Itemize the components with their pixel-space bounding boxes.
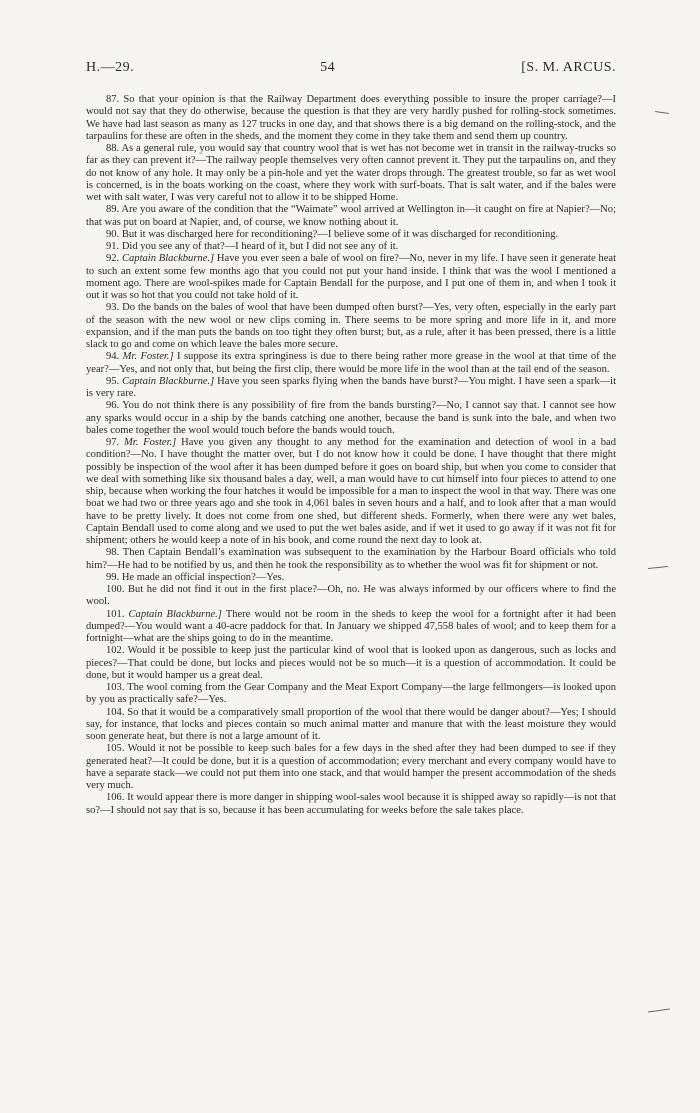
paragraph-106 [86,792,616,817]
paragraph-92 [86,253,616,302]
paragraph-91 [86,241,616,253]
paragraph-text: 90. But it was discharged here for reconditioning?—I believe some of it was discharged for reconditioning. [106,228,559,240]
paragraph-text: Have you given any thought to any method for the examination and detection of wool in a bad condition?—No. I have thought the matter over, but I do not know how it could be done. I have thought that there might possibly be inspection of the wool after it has been dumped before it goes on board ship, but when you come to consider that we deal with something like six thousand bales a day, well, a man would have to cut himself into four pieces to attend to one ship, because when working the four hatches it would be impossible for a man to inspect the wool in that way. There was one boat we had two or three years ago and she took in 4,061 bales in seven hours and a half, and to look after that a man would have to be pretty lively. It does not come from one shed, but different sheds. Formerly, when there were any wet bales, Captain Bendall used to come along and we used to put the wet bales aside, and if wet it used to go away if it was not fit for shipment; others he would keep a note of in his book, and come round the next day to look at. [86,437,617,546]
paragraph-number: 101. [106,608,125,620]
evidence-text [86,94,616,817]
paragraph-100 [86,584,616,609]
paragraph-text: 91. Did you see any of that?—I heard of it, but I did not see any of it. [106,241,399,252]
paragraph-105 [86,743,616,792]
page-number: 54 [320,60,336,75]
paragraph-87 [86,94,616,143]
paragraph-99 [86,572,616,584]
paragraph-text: 98. Then Captain Bendall’s examination was subsequent to the examination by the Harbour Board officials who told him?—He had to be notified by us, and then he took the responsibility as to whether the wool was fit for shipment or not. [86,547,616,571]
speaker-name: Mr. Foster.] [122,351,174,363]
speaker-name: Captain Blackburne.] [128,608,222,620]
margin-mark [648,566,668,569]
paragraph-text: 89. Are you aware of the condition that the “Waimate” wool arrived at Wellington in—it caught on fire at Napier?—No; that was put on board at Napier, and, of course, we know nothing about it. [86,204,616,228]
paragraph-number: 94. [106,351,120,363]
paragraph-103 [86,682,616,707]
paragraph-text: 106. It would appear there is more danger in shipping wool-sales wool because it is shipped away so rapidly—is not that so?—I should not say that is so, because it has been accumulating for weeks before the sale takes place. [86,792,616,816]
paragraph-text: 105. Would it not be possible to keep such bales for a few days in the shed after they had been dumped to see if they generated heat?—It could be done, but it is a question of accommodation; every merchant and every company would have to have a separate stack—we could not put them into one stack, and that would hamper the present accommodation of the sheds very much. [86,743,616,791]
paragraph-90 [86,229,616,241]
paragraph-text: Have you seen sparks flying when the bands have burst?—You might. I have seen a spark—it is very rare. [86,375,617,399]
paragraph-text: 103. The wool coming from the Gear Company and the Meat Export Company—the large fellmongers—is looked upon by you as practically safe?—Yes. [86,682,616,706]
paragraph-text: 88. As a general rule, you would say that country wool that is wet has not become wet in transit in the railway-trucks so far as they can prevent it?—The railway people themselves very often cannot prevent it. They put the tarpaulins on, and they do not know of any hole. It may only be a pin-hole and yet the water drops through. The greatest trouble, so far as wet wool is concerned, is in the boats working on the coast, where they work with surf-boats. That is salt water, and if the bales were wet with salt water, I was very careful not to allow it to be shipped Home. [86,143,616,203]
speaker-name: Mr. Foster.] [124,437,177,448]
page-header [86,60,616,82]
paragraph-number: 97. [106,437,120,448]
paragraph-97 [86,437,616,547]
paragraph-number: 92. [106,253,120,265]
paragraph-text: 99. He made an official inspection?—Yes. [106,571,285,583]
paragraph-text: 96. You do not think there is any possibility of fire from the bands bursting?—No, I cannot say that. I cannot see how any sparks would occur in a ship by the bands catching one another, because the band is sunk into the bale, and when two bales come together the wool would touch before the bands would touch. [86,400,616,436]
witness-name: [S. M. ARCUS. [521,60,616,75]
paragraph-94 [86,351,616,376]
paragraph-98 [86,547,616,572]
paragraph-104 [86,707,616,744]
speaker-name: Captain Blackburne.] [121,253,215,265]
paragraph-text: 87. So that your opinion is that the Railway Department does everything possible to insure the proper carriage?—I would not say that they do otherwise, because the question is that they are very hardly pushed for rolling-stock sometimes. We have had last season as many as 127 trucks in one day, and that shows there is a big demand on the rolling-stock, and the tarpaulins for these are often in the sheds, and the moment they come in they take them and send them up country. [86,94,616,142]
paragraph-number: 95. [106,375,120,387]
paragraph-95 [86,376,616,401]
paragraph-89 [86,204,616,229]
paragraph-text: 100. But he did not find it out in the first place?—Oh, no. He was always informed by our officers where to find the wool. [86,584,616,608]
paragraph-102 [86,645,616,682]
paragraph-text: 93. Do the bands on the bales of wool that have been dumped often burst?—Yes, very often, especially in the early part of the season with the new wool or new clips coming in. There seems to be more spring and more life in it, and more expansion, and if the man puts the bands on too tight they often burst; but, as a rule, after it has been pressed, there is a little slack to go and come on which leave the bales more secure. [86,302,616,350]
report-number: H.—29. [86,60,135,75]
margin-mark [655,111,669,114]
paragraph-93 [86,302,616,351]
paragraph-text: 104. So that it would be a comparatively small proportion of the wool that there would be danger about?—Yes; I should say, for instance, that locks and pieces contain so much animal matter and manure that with the least moisture they would soon generate heat, but there is not a large amount of it. [86,706,616,742]
paragraph-text: Have you ever seen a bale of wool on fire?—No, never in my life. I have seen it generate heat to such an extent some few months ago that you could not put your hand inside. I think that was the wool I mentioned a moment ago. There are wool-spikes made for Captain Bendall for the purpose, and I put one of them in, and when I took it out it was so hot that you could not take hold of it. [86,253,617,301]
paragraph-88 [86,143,616,204]
margin-mark [648,1008,670,1012]
speaker-name: Captain Blackburne.] [122,375,215,387]
paragraph-text: There would not be room in the sheds to keep the wool for a fortnight after it had been dumped?—You would want a 40-acre paddock for that. In January we shipped 47,558 bales of wool; and to keep them for a fortnight—what are the ships going to do in the meantime. [86,608,616,644]
paragraph-96 [86,400,616,437]
paragraph-text: I suppose its extra springiness is due to there being rather more grease in the wool at that time of the year?—Yes, and not only that, but being the first clip, there would be more life in the wool than at the tail end of the season. [86,351,617,375]
paragraph-text: 102. Would it be possible to keep just the particular kind of wool that is looked upon as dangerous, such as locks and pieces?—That could be done, but locks and pieces would not be so much—it is a question of accommodation. It could be done, but it would hamper us a great deal. [86,645,616,681]
paragraph-101 [86,609,616,646]
